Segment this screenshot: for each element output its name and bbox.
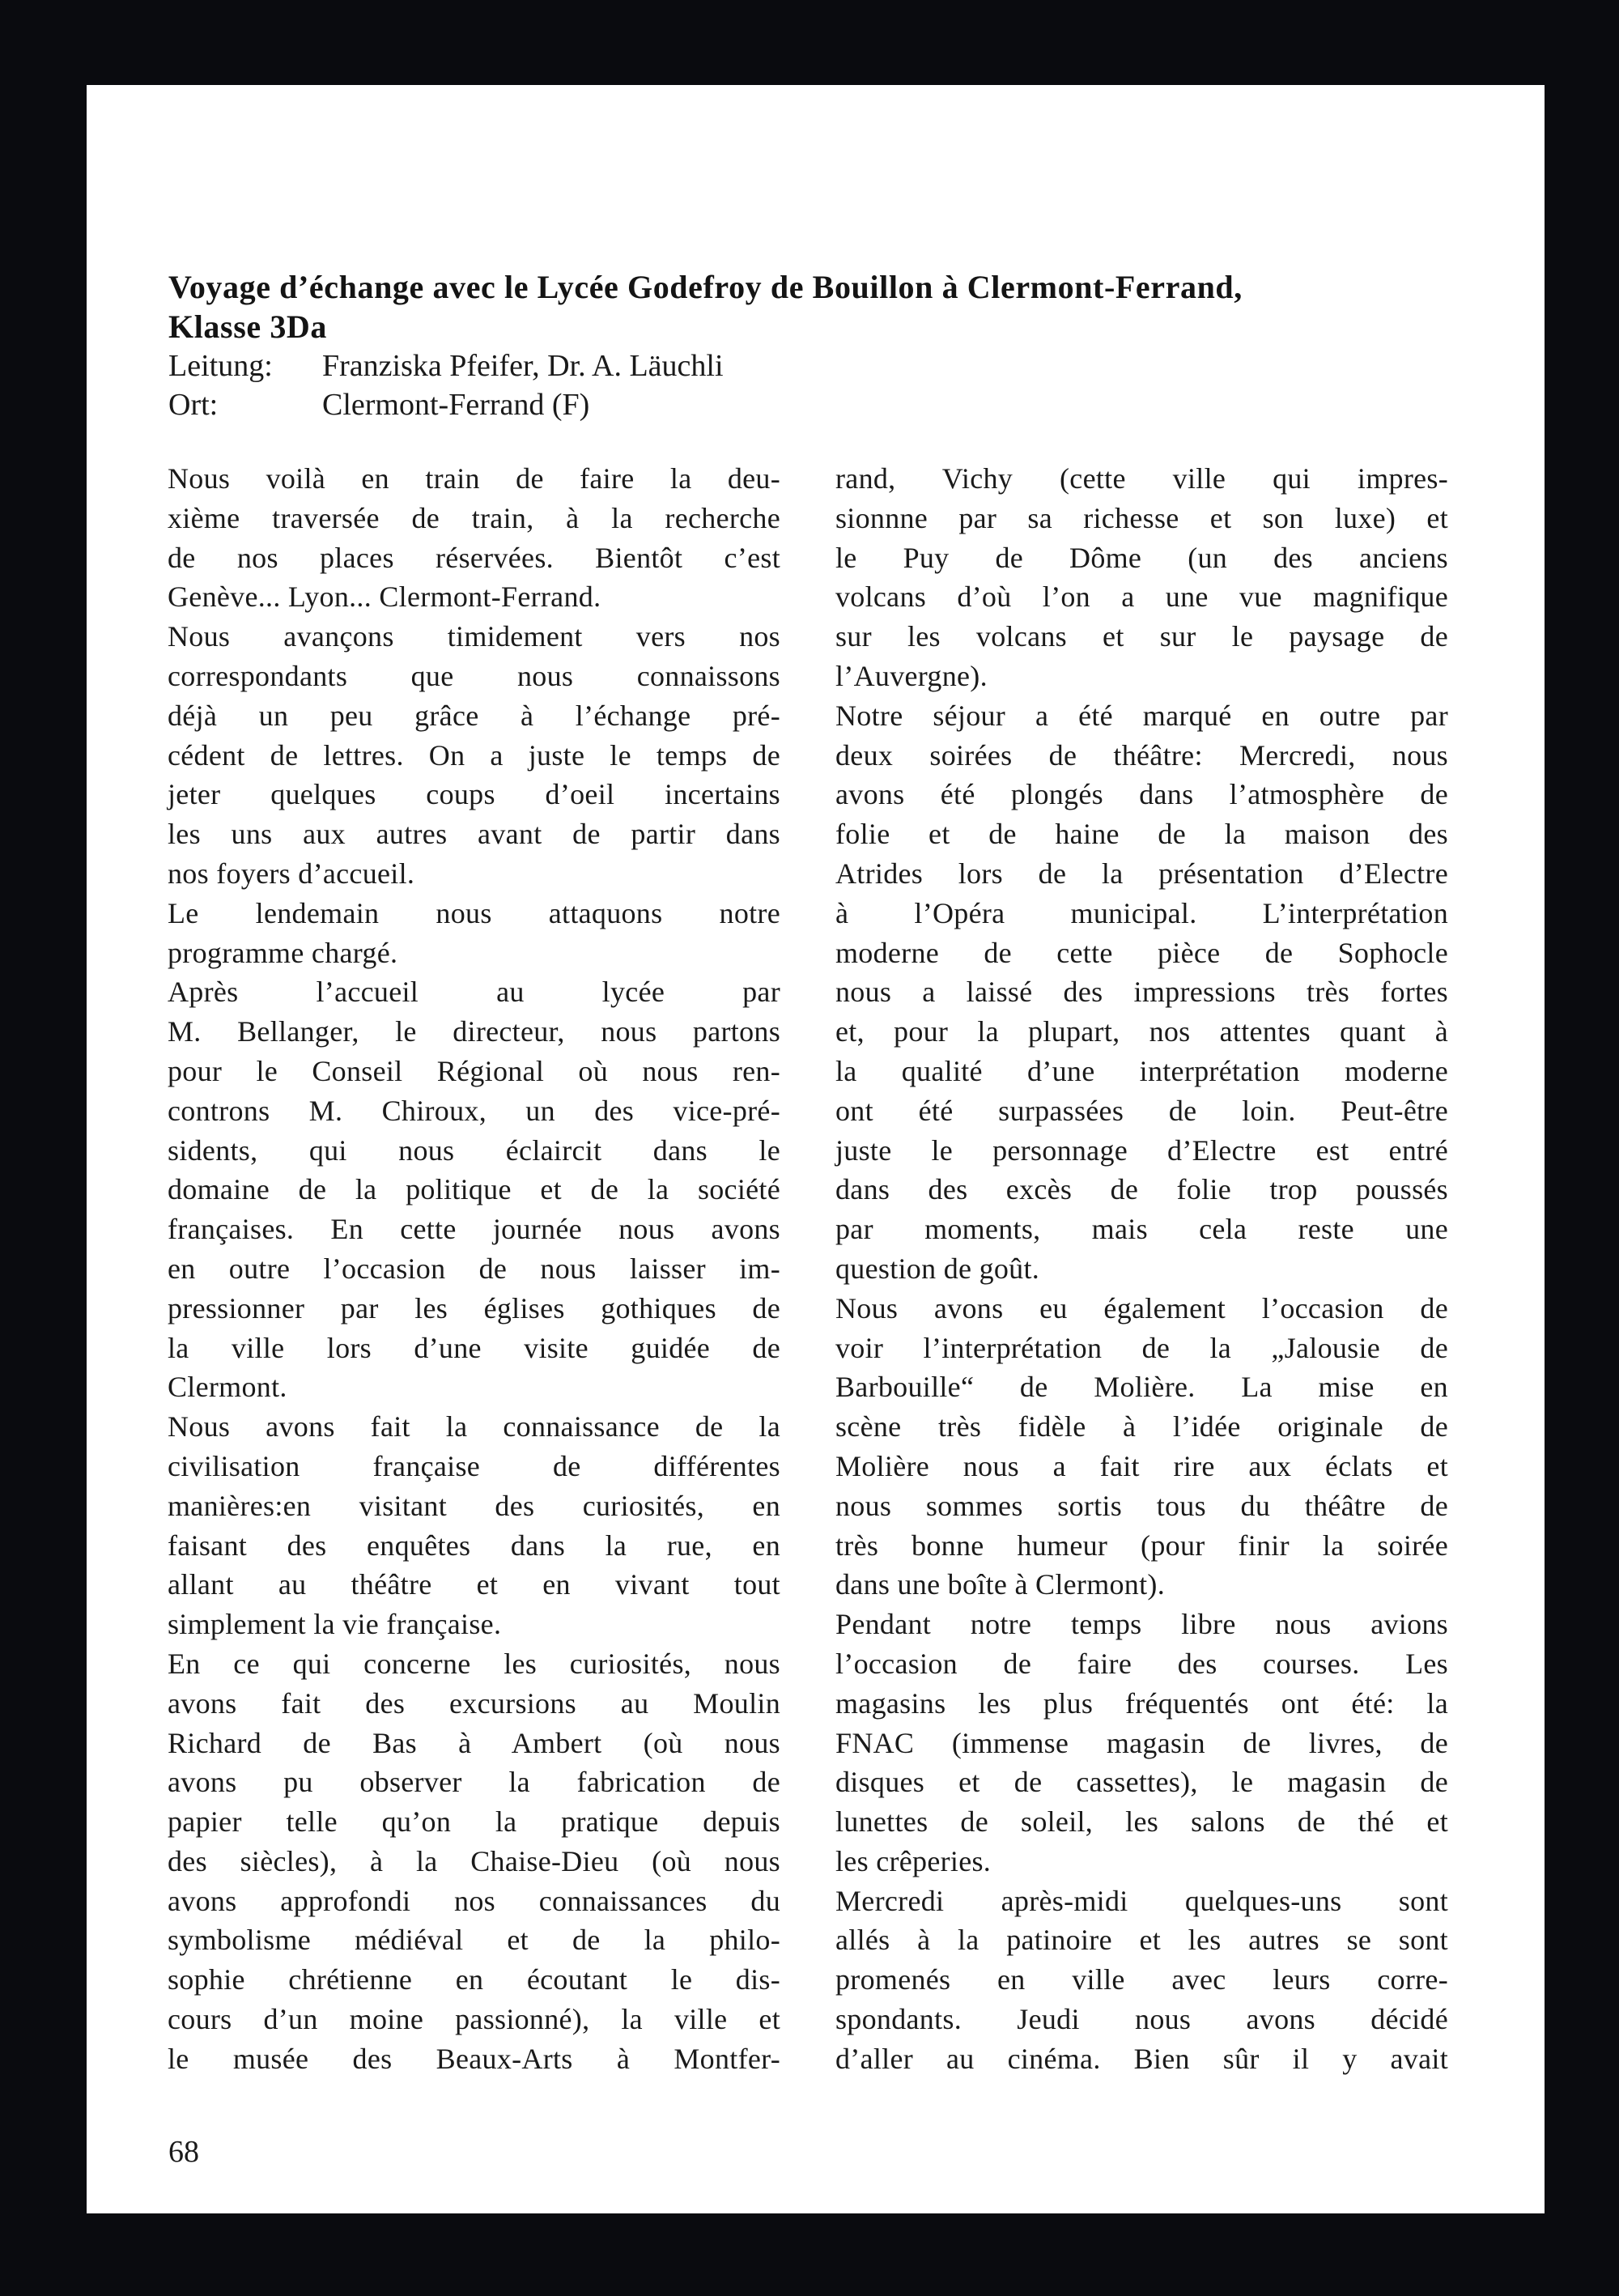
leitung-value: Franziska Pfeifer, Dr. A. Läuchli xyxy=(322,349,724,383)
text-line: Notre séjour a été marqué en outre par xyxy=(835,699,1448,732)
text-line: voir l’interprétation de la „Jalousie de xyxy=(835,1331,1448,1364)
text-line: dans des excès de folie trop poussés xyxy=(835,1173,1448,1206)
ort-label: Ort: xyxy=(168,388,219,422)
text-line: nos foyers d’accueil. xyxy=(168,857,415,890)
text-line: folie et de haine de la maison des xyxy=(835,818,1448,851)
text-line: avons approfondi nos connaissances du xyxy=(168,1884,780,1917)
text-line: très bonne humeur (pour finir la soirée xyxy=(835,1529,1448,1562)
text-line: nous a laissé des impressions très fortes xyxy=(835,976,1448,1009)
text-line: l’Auvergne). xyxy=(835,659,988,692)
text-line: programme chargé. xyxy=(168,936,398,969)
text-line: par moments, mais cela reste une xyxy=(835,1213,1448,1246)
text-line: sophie chrétienne en écoutant le dis- xyxy=(168,1963,780,1996)
text-line: jeter quelques coups d’oeil incertains xyxy=(168,778,780,811)
text-line: pressionner par les églises gothiques de xyxy=(168,1291,780,1324)
text-line: déjà un peu grâce à l’échange pré- xyxy=(168,699,780,732)
text-line: l’occasion de faire des courses. Les xyxy=(835,1647,1448,1680)
page-number: 68 xyxy=(168,2135,199,2169)
text-line: de nos places réservées. Bientôt c’est xyxy=(168,541,780,574)
text-line: cédent de lettres. On a juste le temps de xyxy=(168,738,780,772)
meta-leitung xyxy=(168,347,724,386)
text-line: symbolisme médiéval et de la philo- xyxy=(168,1924,780,1957)
text-line: Après l’accueil au lycée par xyxy=(168,976,780,1009)
text-line: la qualité d’une interprétation moderne xyxy=(835,1054,1448,1087)
text-line: avons fait des excursions au Moulin xyxy=(168,1686,780,1720)
text-line: M. Bellanger, le directeur, nous partons xyxy=(168,1015,780,1048)
text-line: manières:en visitant des curiosités, en xyxy=(168,1489,780,1522)
document-page xyxy=(87,85,1545,2213)
text-line: ont été surpassées de loin. Peut-être xyxy=(835,1094,1448,1127)
text-line: papier telle qu’on la pratique depuis xyxy=(168,1805,780,1839)
text-line: controns M. Chiroux, un des vice-pré- xyxy=(168,1094,780,1127)
text-line: avons pu observer la fabrication de xyxy=(168,1766,780,1799)
text-line: lunettes de soleil, les salons de thé et xyxy=(835,1805,1448,1839)
text-line: sidents, qui nous éclaircit dans le xyxy=(168,1133,780,1167)
text-line: Nous voilà en train de faire la deu- xyxy=(168,462,780,495)
text-line: juste le personnage d’Electre est entré xyxy=(835,1133,1448,1167)
text-line: allés à la patinoire et les autres se sont xyxy=(835,1924,1448,1957)
text-line: d’aller au cinéma. Bien sûr il y avait xyxy=(835,2042,1448,2075)
text-line: avons été plongés dans l’atmosphère de xyxy=(835,778,1448,811)
text-line: dans une boîte à Clermont). xyxy=(835,1568,1166,1601)
text-line: magasins les plus fréquentés ont été: la xyxy=(835,1686,1448,1720)
text-line: civilisation française de différentes xyxy=(168,1449,780,1482)
text-line: question de goût. xyxy=(835,1252,1040,1285)
text-line: Atrides lors de la présentation d’Electre xyxy=(835,857,1448,890)
text-line: FNAC (immense magasin de livres, de xyxy=(835,1726,1448,1759)
text-line: Mercredi après-midi quelques-uns sont xyxy=(835,1884,1448,1917)
text-line: les uns aux autres avant de partir dans xyxy=(168,818,780,851)
text-line: allant au théâtre et en vivant tout xyxy=(168,1568,780,1601)
text-line: sionnne par sa richesse et son luxe) et xyxy=(835,501,1448,534)
text-line: Genève... Lyon... Clermont-Ferrand. xyxy=(168,580,601,614)
text-line: Nous avançons timidement vers nos xyxy=(168,620,780,653)
text-line: spondants. Jeudi nous avons décidé xyxy=(835,2003,1448,2036)
text-line: le musée des Beaux-Arts à Montfer- xyxy=(168,2042,780,2075)
text-line: correspondants que nous connaissons xyxy=(168,659,780,692)
body-column-right xyxy=(835,459,1448,2079)
text-line: nous sommes sortis tous du théâtre de xyxy=(835,1489,1448,1522)
text-line: simplement la vie française. xyxy=(168,1608,502,1641)
text-line: Barbouille“ de Molière. La mise en xyxy=(835,1371,1448,1404)
text-line: à l’Opéra municipal. L’interprétation xyxy=(835,896,1448,929)
text-line: des siècles), à la Chaise-Dieu (où nous xyxy=(168,1844,780,1877)
text-line: disques et de cassettes), le magasin de xyxy=(835,1766,1448,1799)
text-line: pour le Conseil Régional où nous ren- xyxy=(168,1054,780,1087)
text-line: faisant des enquêtes dans la rue, en xyxy=(168,1529,780,1562)
text-line: Nous avons eu également l’occasion de xyxy=(835,1291,1448,1324)
text-line: Richard de Bas à Ambert (où nous xyxy=(168,1726,780,1759)
text-line: rand, Vichy (cette ville qui impres- xyxy=(835,462,1448,495)
text-line: en outre l’occasion de nous laisser im- xyxy=(168,1252,780,1285)
text-line: Clermont. xyxy=(168,1371,287,1404)
text-line: scène très fidèle à l’idée originale de xyxy=(835,1410,1448,1444)
text-line: xième traversée de train, à la recherche xyxy=(168,501,780,534)
article-title: Voyage d’échange avec le Lycée Godefroy de Bouillon à Clermont-Ferrand, xyxy=(168,269,1243,305)
text-line: le Puy de Dôme (un des anciens xyxy=(835,541,1448,574)
text-line: volcans d’où l’on a une vue magnifique xyxy=(835,580,1448,614)
article-subtitle-class: Klasse 3Da xyxy=(168,308,327,345)
text-line: Pendant notre temps libre nous avions xyxy=(835,1608,1448,1641)
text-line: Molière nous a fait rire aux éclats et xyxy=(835,1449,1448,1482)
ort-value: Clermont-Ferrand (F) xyxy=(322,388,590,422)
text-line: Nous avons fait la connaissance de la xyxy=(168,1410,780,1444)
leitung-label: Leitung: xyxy=(168,349,273,383)
text-line: Le lendemain nous attaquons notre xyxy=(168,896,780,929)
meta-ort xyxy=(168,385,589,425)
text-line: En ce qui concerne les curiosités, nous xyxy=(168,1647,780,1680)
text-line: domaine de la politique et de la société xyxy=(168,1173,780,1206)
text-line: la ville lors d’une visite guidée de xyxy=(168,1331,780,1364)
text-line: sur les volcans et sur le paysage de xyxy=(835,620,1448,653)
text-line: les crêperies. xyxy=(835,1844,992,1877)
text-line: et, pour la plupart, nos attentes quant à xyxy=(835,1015,1448,1048)
text-line: moderne de cette pièce de Sophocle xyxy=(835,936,1448,969)
text-line: cours d’un moine passionné), la ville et xyxy=(168,2003,780,2036)
text-line: françaises. En cette journée nous avons xyxy=(168,1213,780,1246)
text-line: deux soirées de théâtre: Mercredi, nous xyxy=(835,738,1448,772)
text-line: promenés en ville avec leurs corre- xyxy=(835,1963,1448,1996)
body-column-left xyxy=(168,459,780,2079)
